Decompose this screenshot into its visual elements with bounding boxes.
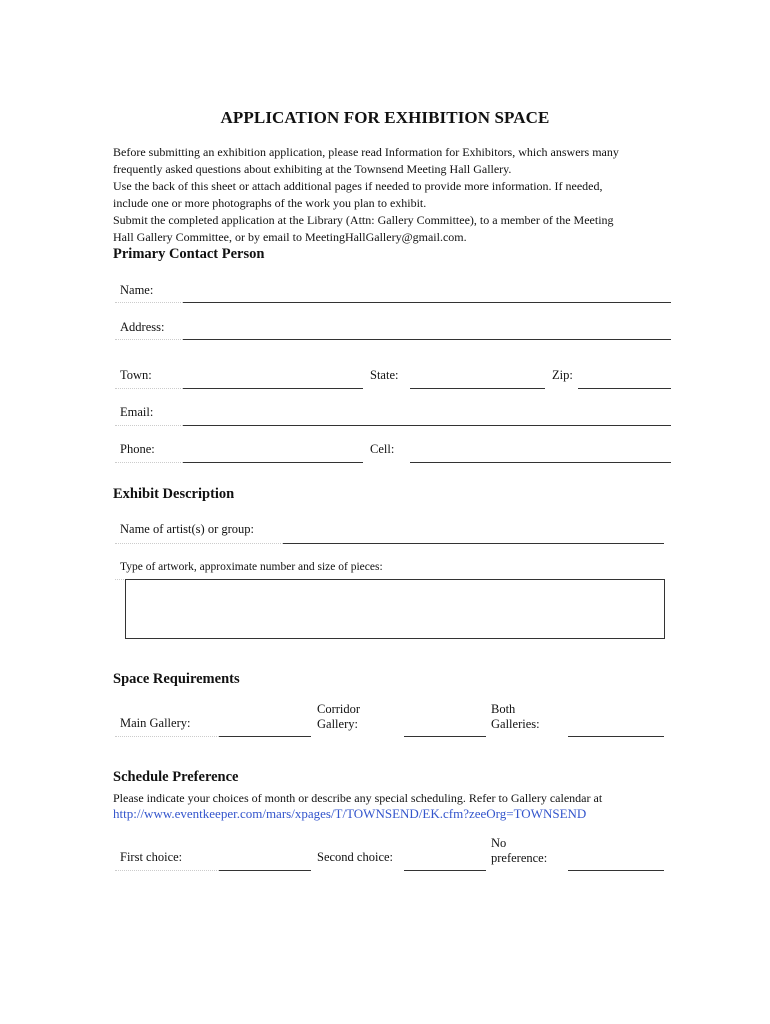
artist-field[interactable] [283, 543, 664, 544]
schedule-heading: Schedule Preference [113, 769, 239, 785]
no-preference-label [491, 836, 547, 866]
address-label: Address: [120, 320, 165, 334]
address-field[interactable] [183, 339, 671, 340]
page-title: APPLICATION FOR EXHIBITION SPACE [220, 108, 550, 127]
name-label: Name: [120, 283, 154, 297]
cell-field[interactable] [410, 462, 671, 463]
artwork-type-label: Type of artwork, approximate number and size of pieces: [120, 561, 383, 573]
both-galleries-field[interactable] [568, 736, 664, 737]
main-gallery-label: Main Gallery: [120, 716, 191, 730]
corridor-line: Corridor [317, 702, 361, 716]
first-choice-field[interactable] [219, 870, 311, 871]
both-galleries-label [491, 702, 540, 732]
first-choice-label: First choice: [120, 850, 183, 864]
gallery-calendar-link[interactable]: http://www.eventkeeper.com/mars/xpages/T/TOWNSEND/EK.cfm?zeeOrg=TOWNSEND [113, 806, 587, 821]
state-field[interactable] [410, 388, 545, 389]
second-choice-label: Second choice: [317, 850, 394, 864]
no-pref-line: No [491, 836, 507, 850]
row-divider [115, 543, 283, 544]
exhibit-heading: Exhibit Description [113, 486, 235, 502]
row-divider [115, 736, 219, 737]
both-line: Both [491, 702, 516, 716]
intro-paragraph-1 [113, 144, 673, 177]
state-label: State: [370, 368, 399, 382]
intro-line: frequently asked questions about exhibiting at the Townsend Meeting Hall Gallery. [113, 161, 512, 176]
zip-label: Zip: [552, 368, 573, 382]
no-preference-field[interactable] [568, 870, 664, 871]
phone-field[interactable] [183, 462, 363, 463]
no-pref-line: preference: [491, 851, 548, 865]
intro-paragraph-3 [113, 212, 673, 245]
intro-line: Use the back of this sheet or attach additional pages if needed to provide more information. If needed, [113, 179, 603, 193]
intro-line: Hall Gallery Committee, or by email to MeetingHallGallery@gmail.com. [113, 229, 467, 244]
email-field[interactable] [183, 425, 671, 426]
both-line: Galleries: [491, 717, 540, 731]
row-divider [115, 462, 183, 463]
zip-field[interactable] [578, 388, 671, 389]
town-field[interactable] [183, 388, 363, 389]
row-divider [115, 302, 183, 303]
intro-line: Before submitting an exhibition application, please read Information for Exhibitors, which answers many [113, 145, 619, 159]
schedule-instruction: Please indicate your choices of month or describe any special scheduling. Refer to Gallery calendar at [113, 791, 603, 805]
phone-label: Phone: [120, 442, 155, 456]
email-label: Email: [120, 405, 154, 419]
row-divider [115, 870, 219, 871]
space-heading: Space Requirements [113, 671, 240, 687]
artwork-description-box[interactable] [125, 579, 665, 639]
row-divider [115, 425, 183, 426]
name-field[interactable] [183, 302, 671, 303]
intro-line: include one or more photographs of the work you plan to exhibit. [113, 195, 427, 210]
intro-paragraph-2 [113, 178, 673, 211]
corridor-gallery-field[interactable] [404, 736, 486, 737]
cell-label: Cell: [370, 442, 395, 456]
corridor-gallery-label [317, 702, 360, 732]
town-label: Town: [120, 368, 152, 382]
corridor-line: Gallery: [317, 717, 358, 731]
row-divider [115, 388, 183, 389]
artist-label: Name of artist(s) or group: [120, 522, 254, 536]
main-gallery-field[interactable] [219, 736, 311, 737]
second-choice-field[interactable] [404, 870, 486, 871]
row-divider [115, 339, 183, 340]
contact-heading: Primary Contact Person [113, 246, 265, 262]
intro-line: Submit the completed application at the Library (Attn: Gallery Committee), to a member of the Meeting [113, 213, 614, 227]
